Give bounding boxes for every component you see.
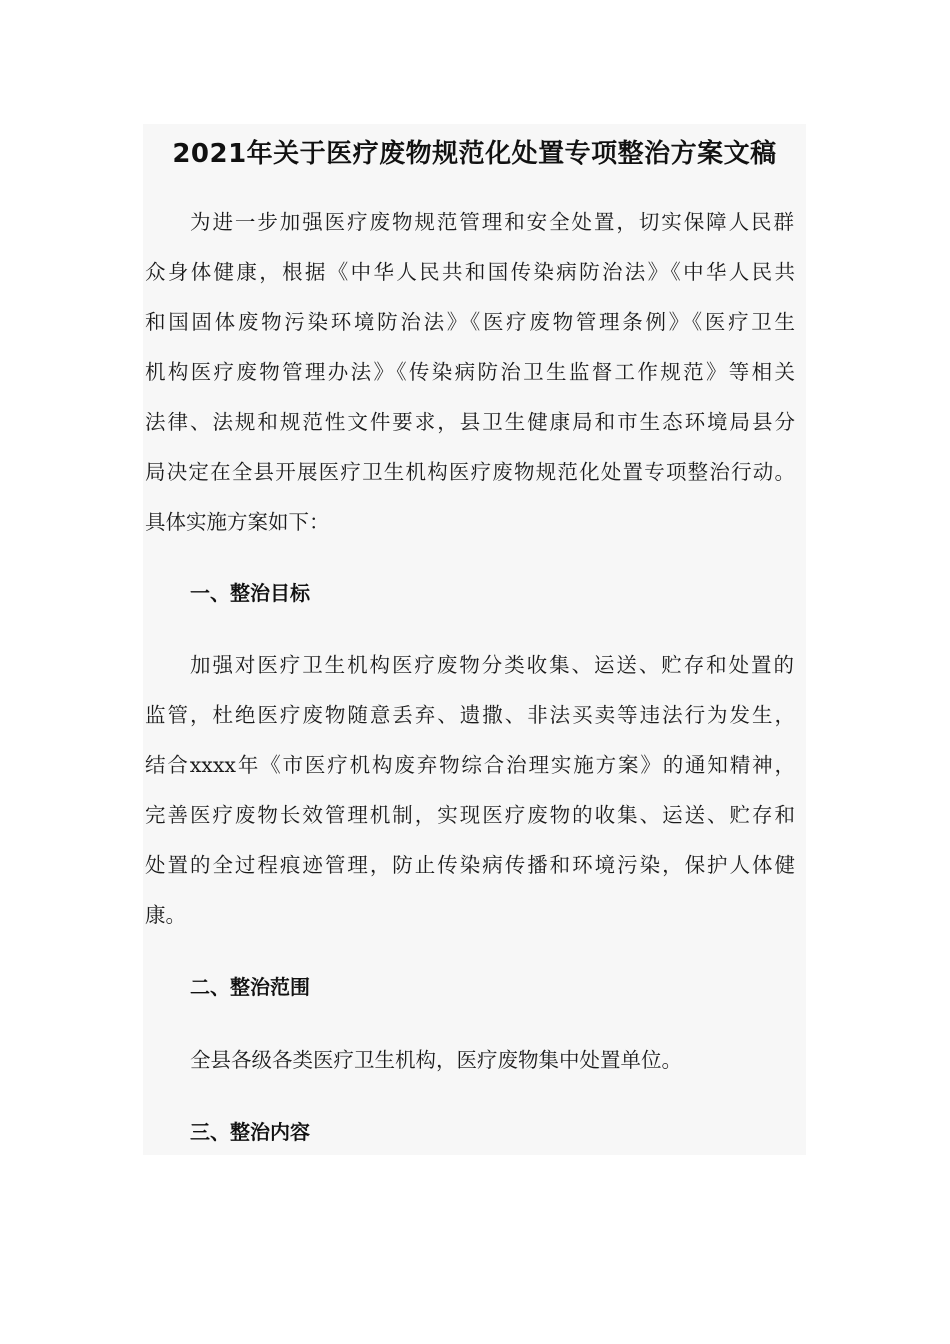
intro-line-6: 局决定在全县开展医疗卫生机构医疗废物规范化处置专项整治行动。 (145, 460, 795, 484)
intro-line-1: 为进一步加强医疗废物规范管理和安全处置，切实保障人民群 (190, 210, 794, 234)
section1-line-6: 康。 (145, 903, 186, 927)
section1-line-3: 结合xxxx年《市医疗机构废弃物综合治理实施方案》的通知精神， (145, 753, 795, 777)
section-heading-goals: 一、整治目标 (190, 581, 310, 605)
section2-line-1: 全县各级各类医疗卫生机构，医疗废物集中处置单位。 (190, 1048, 682, 1072)
document-title: 2021年关于医疗废物规范化处置专项整治方案文稿 (172, 139, 777, 169)
section1-line-5: 处置的全过程痕迹管理，防止传染病传播和环境污染，保护人体健 (145, 853, 795, 877)
intro-line-5: 法律、法规和规范性文件要求，县卫生健康局和市生态环境局县分 (145, 410, 795, 434)
section1-line-1: 加强对医疗卫生机构医疗废物分类收集、运送、贮存和处置的 (190, 653, 794, 677)
intro-line-2: 众身体健康，根据《中华人民共和国传染病防治法》《中华人民共 (145, 260, 795, 284)
intro-line-3: 和国固体废物污染环境防治法》《医疗废物管理条例》《医疗卫生 (145, 310, 795, 334)
section-heading-content: 三、整治内容 (190, 1120, 310, 1144)
intro-line-7: 具体实施方案如下： (145, 510, 330, 534)
section1-line-2: 监管，杜绝医疗废物随意丢弃、遗撒、非法买卖等违法行为发生， (145, 703, 795, 727)
intro-line-4: 机构医疗废物管理办法》《传染病防治卫生监督工作规范》等相关 (145, 360, 795, 384)
section-heading-scope: 二、整治范围 (190, 975, 310, 999)
section1-line-4: 完善医疗废物长效管理机制，实现医疗废物的收集、运送、贮存和 (145, 803, 795, 827)
